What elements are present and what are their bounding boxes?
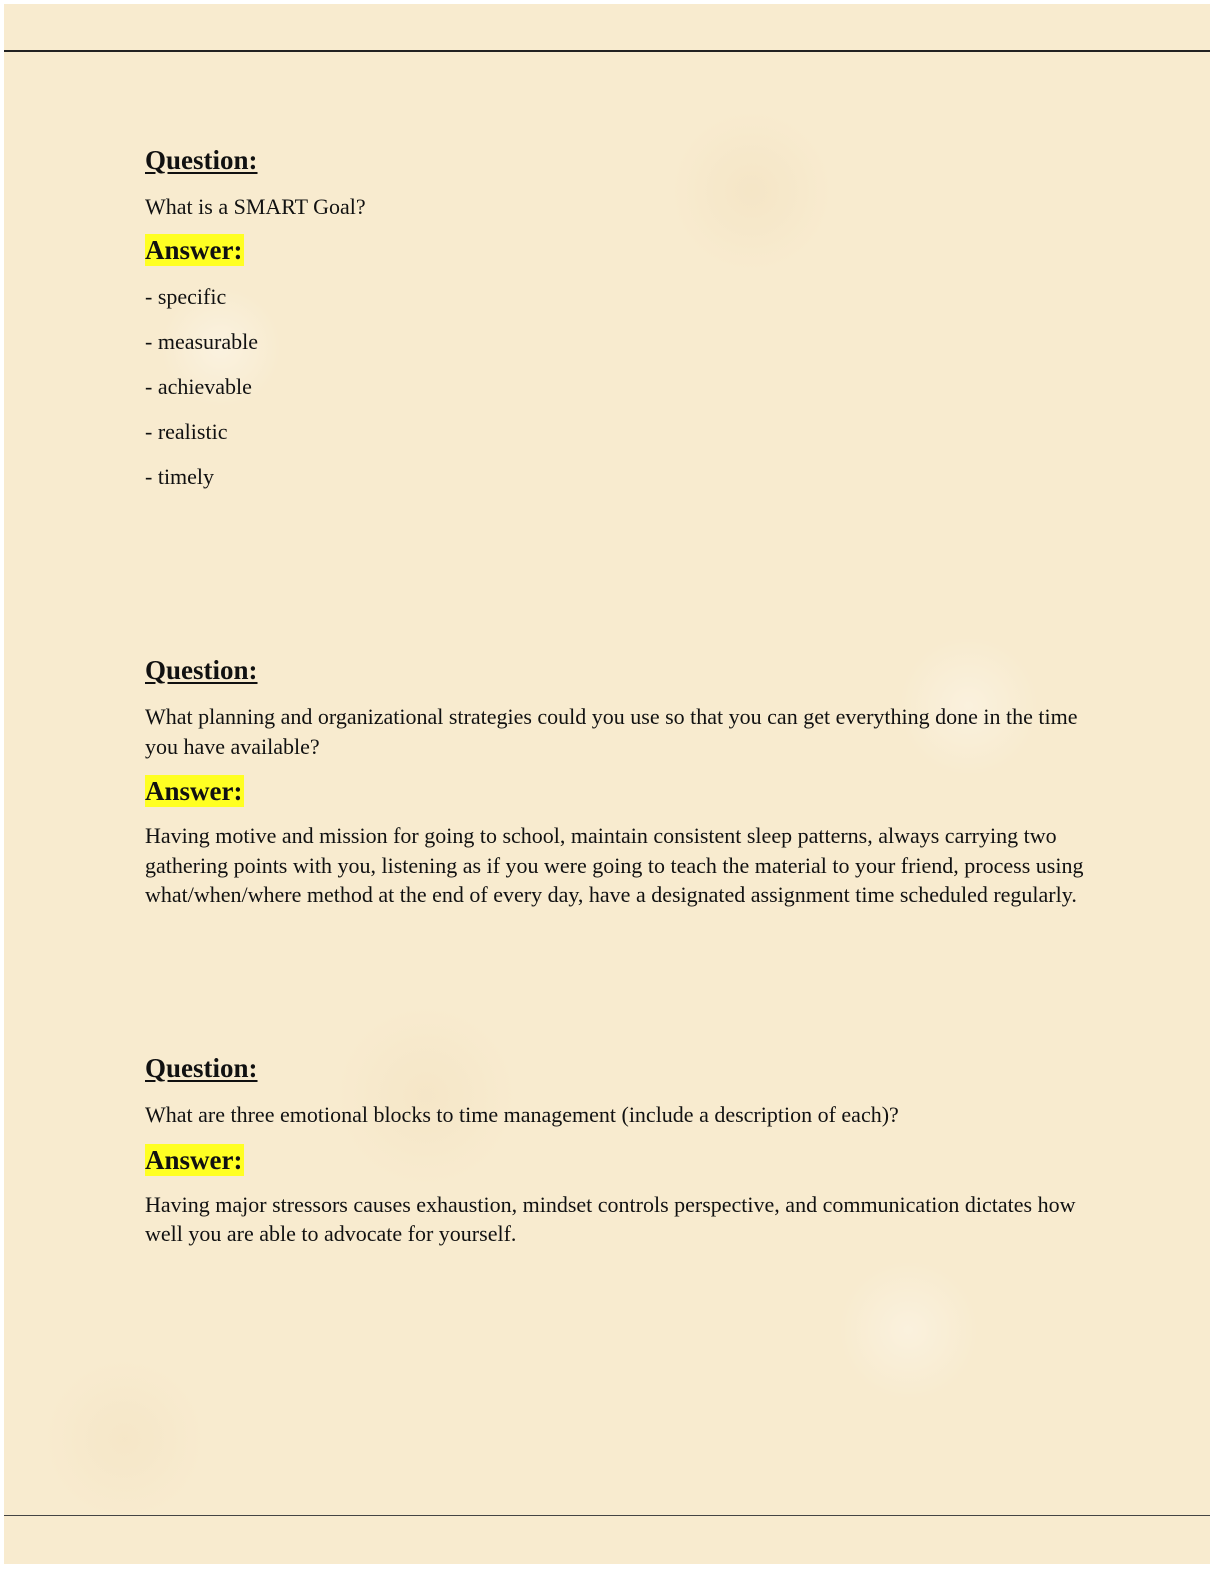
qa-block-3 <box>145 1052 1085 1249</box>
question-label: Question: <box>145 1053 258 1083</box>
question-label: Question: <box>145 145 258 175</box>
answer-text: Having motive and mission for going to school, maintain consistent sleep patterns, always carrying two gathering points with you, listening as if you were going to teach the material to your friend, process using what/when/where method at the end of every day, have a designated assignment time scheduled regularly. <box>145 823 1084 907</box>
answer-list <box>145 282 1085 507</box>
list-item: - achievable <box>145 373 252 399</box>
question-text: What is a SMART Goal? <box>145 194 366 219</box>
top-divider <box>4 50 1210 52</box>
qa-block-2 <box>145 654 1085 910</box>
answer-label: Answer: <box>145 234 243 265</box>
list-item: - specific <box>145 283 227 309</box>
list-item: - realistic <box>145 418 228 444</box>
document-page <box>4 4 1210 1564</box>
list-item: - measurable <box>145 328 258 354</box>
list-item: - timely <box>145 463 215 489</box>
answer-text: Having major stressors causes exhaustion, mindset controls perspective, and communication dictates how well you are able to advocate for yourself. <box>145 1191 1076 1246</box>
answer-label: Answer: <box>145 1144 243 1175</box>
qa-block-1 <box>145 144 1085 507</box>
question-text: What are three emotional blocks to time management (include a description of each)? <box>145 1102 899 1127</box>
bottom-divider <box>4 1515 1210 1516</box>
question-label: Question: <box>145 655 258 685</box>
question-text: What planning and organizational strategies could you use so that you can get everything done in the time you have available? <box>145 704 1078 759</box>
answer-label: Answer: <box>145 776 243 806</box>
